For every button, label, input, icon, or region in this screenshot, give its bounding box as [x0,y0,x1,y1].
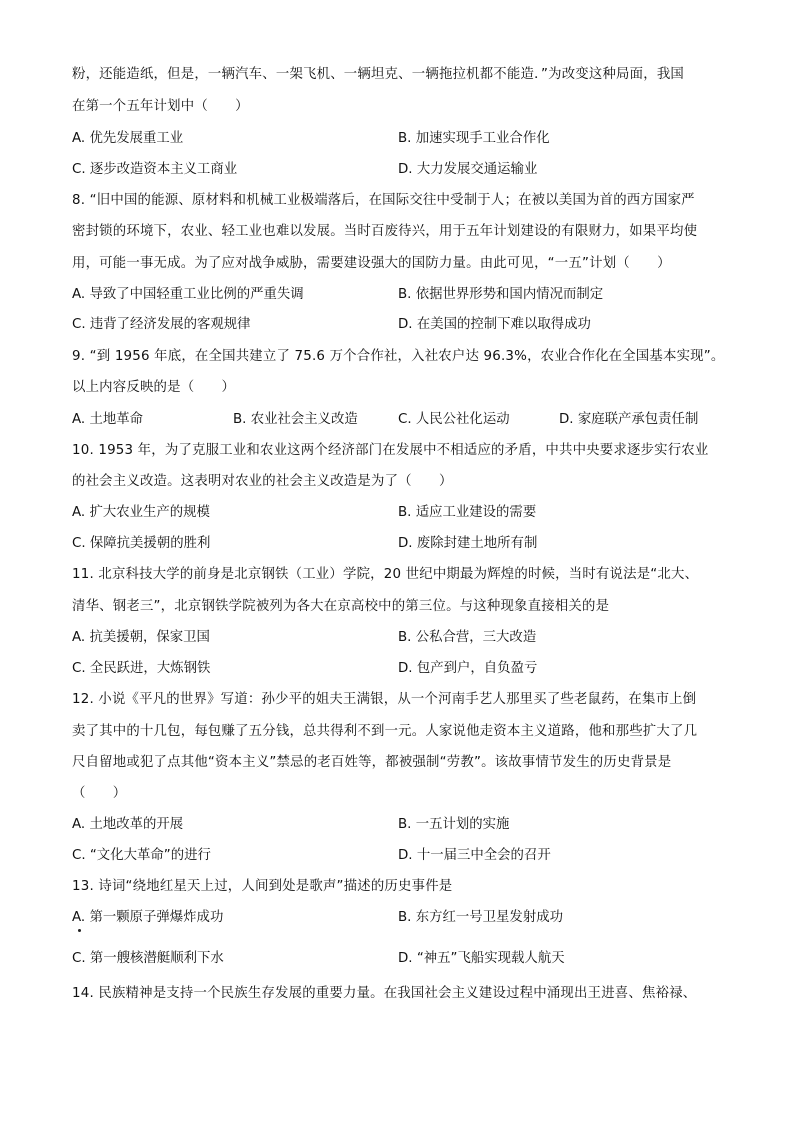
q7-stem-line-1: 粉，还能造纸，但是，一辆汽车、一架飞机、一辆坦克、一辆拖拉机都不能造．”为改变这种局面，我国 [72,67,685,82]
q11-option-b: B. 公私合营，三大改造 [398,630,537,645]
q11-option-c: C. 全民跃进，大炼钢铁 [72,661,211,676]
q10-option-d: D. 废除封建土地所有制 [398,536,538,551]
q10-option-b: B. 适应工业建设的需要 [398,505,537,520]
q12-stem-line-2: 卖了其中的十几包，每包赚了五分钱，总共得利不到一元。人家说他走资本主义道路，他和那些扩大了几 [72,724,698,739]
q10-option-c: C. 保障抗美援朝的胜利 [72,536,211,551]
q12-option-c: C. “文化大革命”的进行 [72,848,211,863]
q9-stem-line-2: 以上内容反映的是（ ） [72,380,236,395]
q13-option-c: C. 第一艘核潜艇顺利下水 [72,951,224,966]
q7-option-a: A. 优先发展重工业 [72,131,184,146]
q10-option-a: A. 扩大农业生产的规模 [72,505,210,520]
q7-option-c: C. 逐步改造资本主义工商业 [72,162,238,177]
q12-stem-line-4: （ ） [72,786,127,801]
q13-option-b: B. 东方红一号卫星发射成功 [398,910,563,925]
q12-stem-line-1: 12. 小说《平凡的世界》写道：孙少平的姐夫王满银，从一个河南手艺人那里买了些老鼠药，在集市上倒 [72,692,697,707]
q8-stem-line-1: 8. “旧中国的能源、原材料和机械工业极端落后，在国际交往中受制于人；在被以美国为首的西方国家严 [72,193,695,208]
q11-stem-line-1: 11. 北京科技大学的前身是北京钢铁（工业）学院，20 世纪中期最为辉煌的时候，当时有说法是“北大、 [72,567,699,582]
q11-option-a: A. 抗美援朝，保家卫国 [72,630,210,645]
q14-stem-line-1: 14. 民族精神是支持一个民族生存发展的重要力量。在我国社会主义建设过程中涌现出王进喜、焦裕禄、 [72,986,697,1001]
q8-option-a: A. 导致了中国轻重工业比例的严重失调 [72,287,304,302]
q10-stem-line-2: 的社会主义改造。这表明对农业的社会主义改造是为了（ ） [72,474,453,489]
q9-option-d: D. 家庭联产承包责任制 [559,412,699,427]
q8-stem-line-2: 密封锁的环境下，农业、轻工业也难以发展。当时百废待兴，用于五年计划建设的有限财力，如果平均使 [72,224,698,239]
q9-option-c: C. 人民公社化运动 [398,412,510,427]
q8-option-b: B. 依据世界形势和国内情况而制定 [398,287,604,302]
q11-stem-line-2: 清华、钢老三”，北京钢铁学院被列为各大在京高校中的第三位。与这种现象直接相关的是 [72,599,610,614]
q12-option-a: A. 土地改革的开展 [72,817,184,832]
q9-option-b: B. 农业社会主义改造 [233,412,358,427]
q13-option-a: A. 第一颗原子弹爆炸成功 [72,910,224,925]
q7-option-d: D. 大力发展交通运输业 [398,162,538,177]
q12-stem-line-3: 尺自留地或犯了点其他“资本主义”禁忌的老百姓等，都被强制“劳教”。该故事情节发生的历史背景是 [72,755,672,770]
q8-option-c: C. 违背了经济发展的客观规律 [72,317,251,332]
q12-option-d: D. 十一届三中全会的召开 [398,848,551,863]
q13-option-d: D. “神五”飞船实现载人航天 [398,951,565,966]
q9-option-a: A. 土地革命 [72,412,143,427]
q11-option-d: D. 包产到户，自负盈亏 [398,661,538,676]
q12-option-b: B. 一五计划的实施 [398,817,510,832]
q9-stem-line-1: 9. “到 1956 年底，在全国共建立了 75.6 万个合作社，入社农户达 96.3%，农业合作化在全国基本实现”。 [72,349,725,364]
q10-stem-line-1: 10. 1953 年，为了克服工业和农业这两个经济部门在发展中不相适应的矛盾，中共中央要求逐步实行农业 [72,443,709,458]
q13-stem-line-1: 13. 诗词“绕地红星天上过，人间到处是歌声”描述的历史事件是 [72,879,453,894]
stray-dot-mark [78,929,81,932]
q8-stem-line-3: 用，可能一事无成。为了应对战争威胁，需要建设强大的国防力量。由此可见，“一五”计划（ ） [72,256,671,271]
q8-option-d: D. 在美国的控制下难以取得成功 [398,317,591,332]
q7-stem-line-2: 在第一个五年计划中（ ） [72,99,249,114]
q7-option-b: B. 加速实现手工业合作化 [398,131,550,146]
